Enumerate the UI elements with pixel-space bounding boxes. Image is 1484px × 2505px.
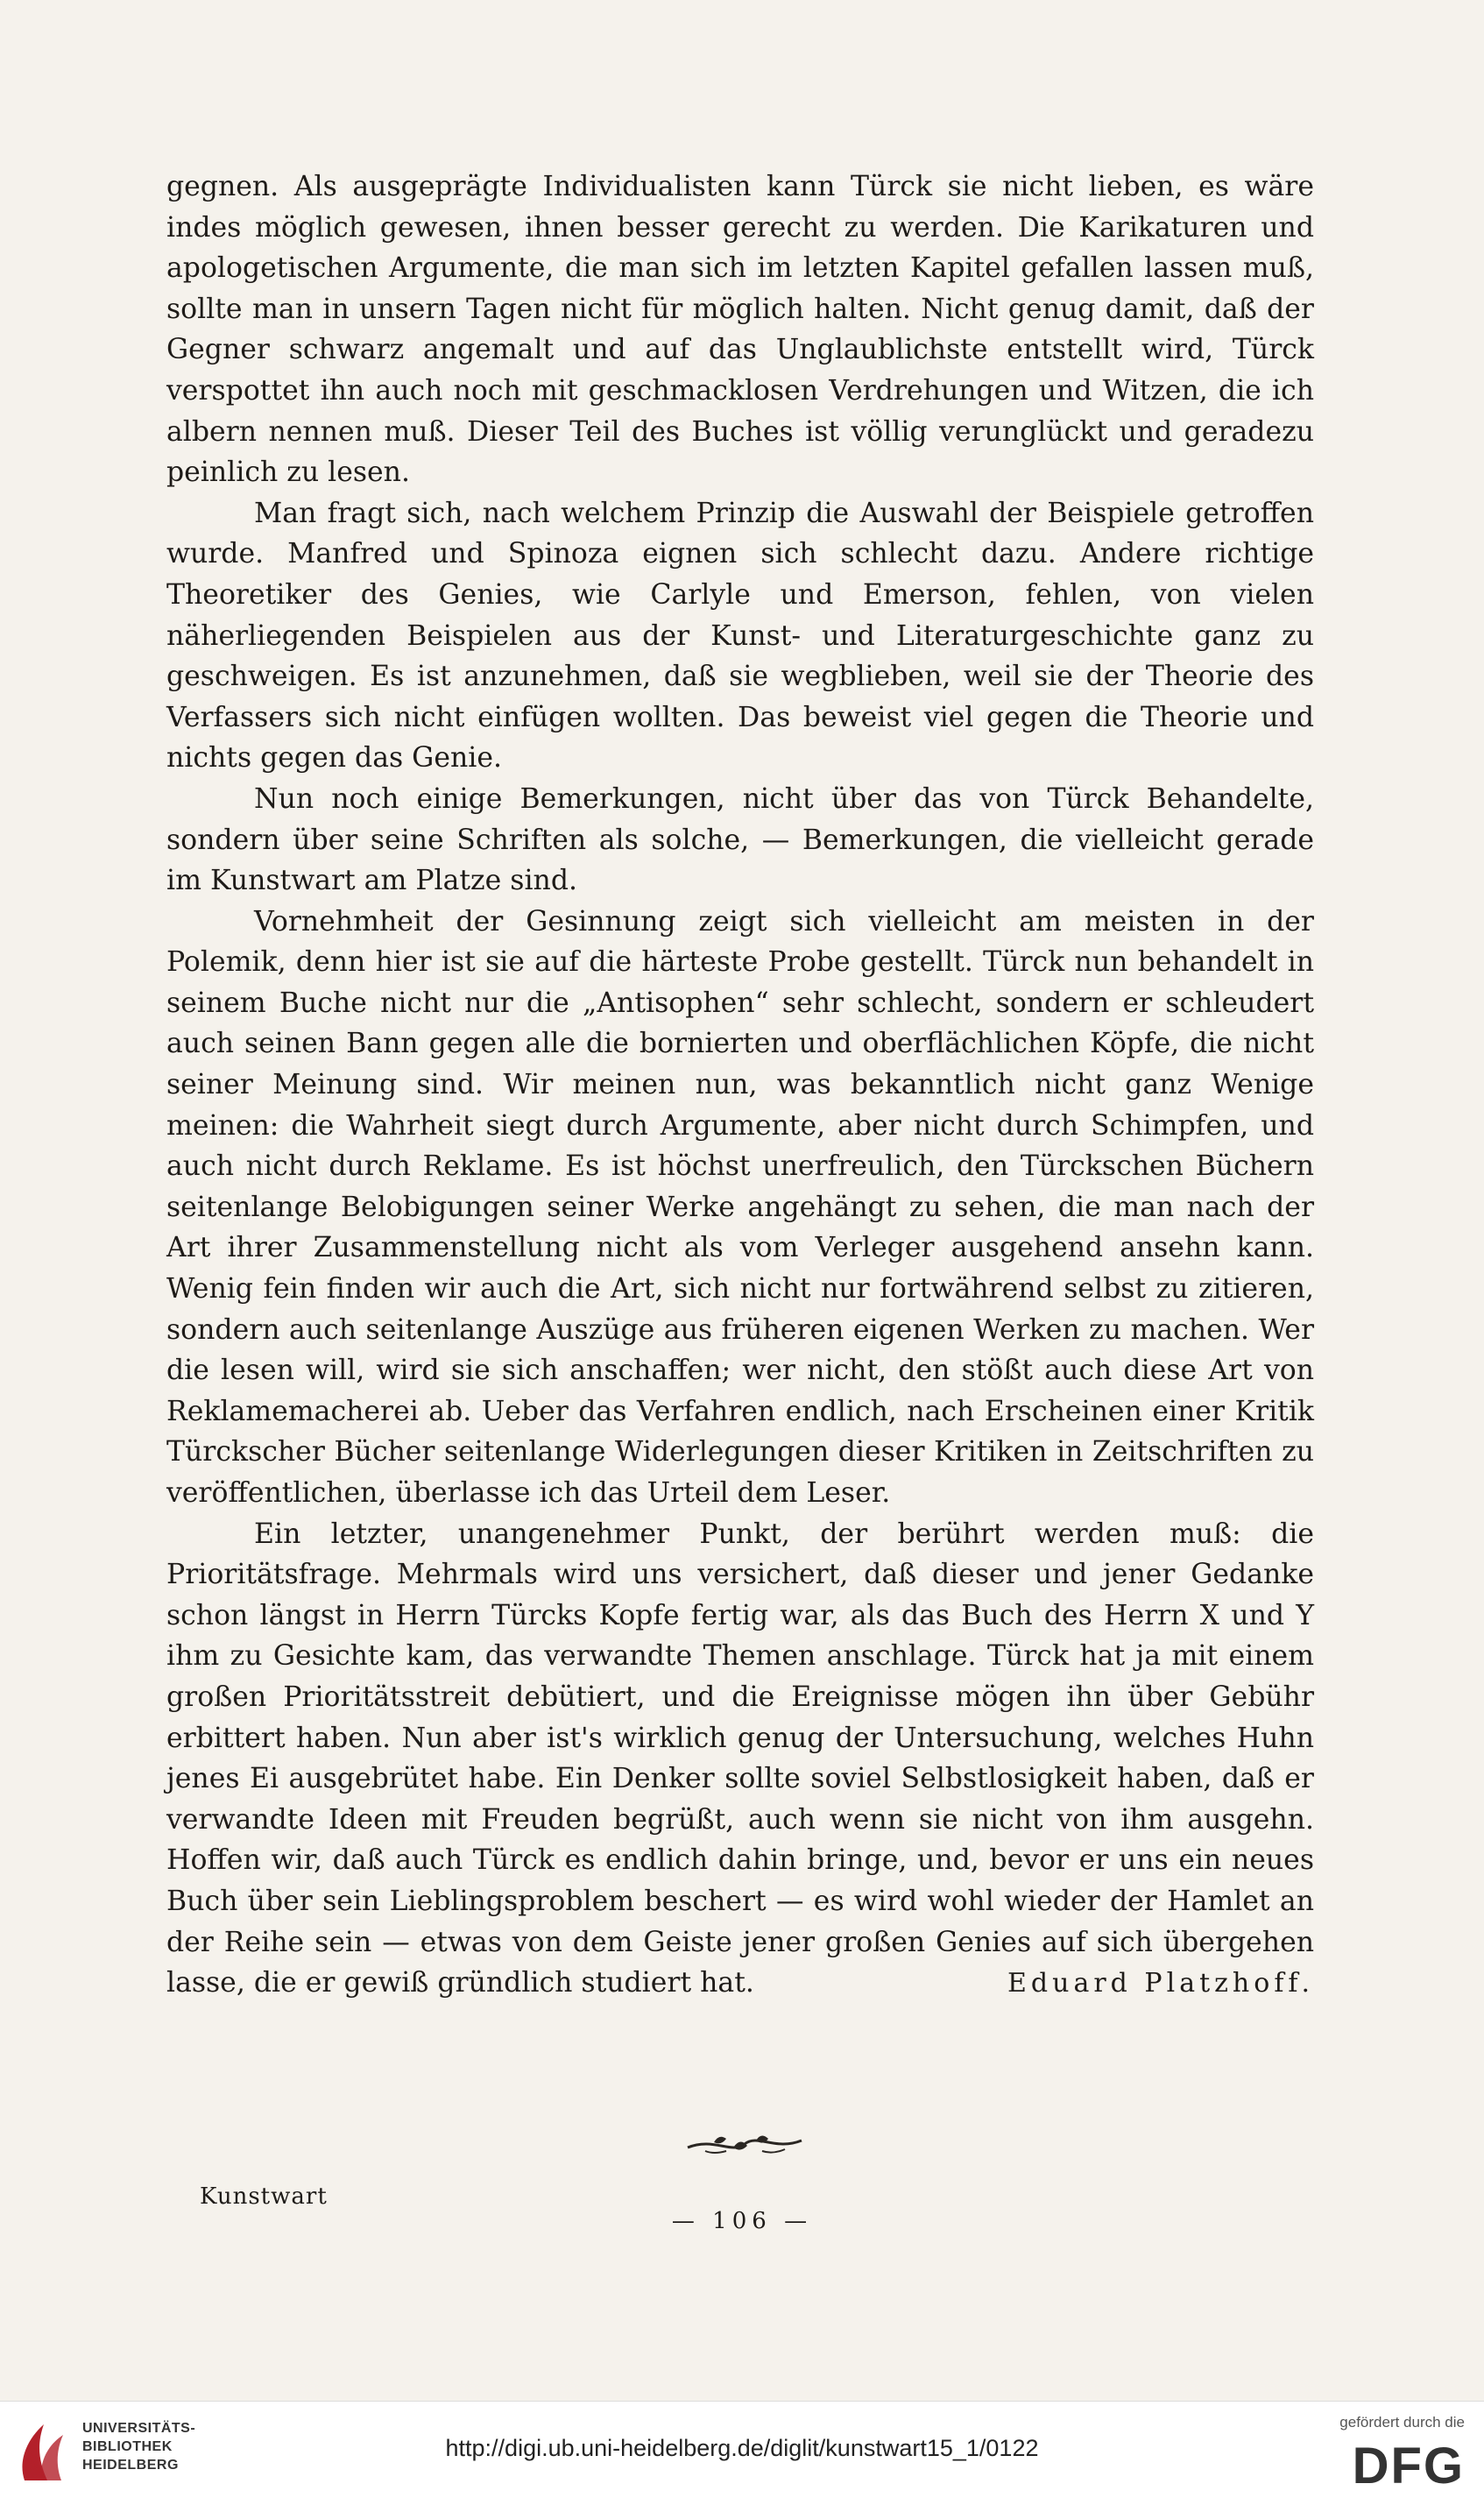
digitization-footer (0, 2401, 1484, 2505)
running-head: Kunstwart (200, 2183, 328, 2210)
paragraph-5: Ein letzter, unangenehmer Punkt, der berührt werden muß: die Prioritätsfrage. Mehrmals wird uns versichert, daß dieser und jener Gedanke schon längst in Herrn Türcks Kopfe fertig war, als das Buch des Herrn X und Y ihm zu Gesichte kam, das verwandte Themen anschlage. Türck hat ja mit einem großen Prioritätsstreit debütiert, und die Ereignisse mögen ihn über Gebühr erbittert haben. Nun aber ist's wirklich genug der Untersuchung, welches Huhn jenes Ei ausgebrütet habe. Ein Denker sollte soviel Selbstlosigkeit haben, daß er verwandte Ideen mit Freuden begrüßt, auch wenn sie nicht von ihm ausgehn. Hoffen wir, daß auch Türck es endlich dahin bringe, und, bevor er uns ein neues Buch über sein Lieblingsproblem beschert — es wird wohl wieder der Hamlet an der Reihe sein — etwas von dem Geiste jener großen Genies auf sich übergehen lasse, die er gewiß gründlich studiert hat. (166, 1518, 1314, 1999)
library-name-line-2: BIBLIOTHEK (82, 2439, 173, 2454)
author-signature: Eduard Platzhoff. (1007, 1967, 1314, 1999)
page-number: — 106 — (671, 2208, 813, 2234)
paragraph-1: gegnen. Als ausgeprägte Individualisten kann Türck sie nicht lieben, es wäre indes möglich gewesen, ihnen besser gerecht zu werden. Die Karikaturen und apologetischen Argumente, die man sich im letzten Kapitel gefallen lassen muß, sollte man in unsern Tagen nicht für möglich halten. Nicht genug damit, daß der Gegner schwarz angemalt und auf das Unglaublichste entstellt wird, Türck verspottet ihn auch noch mit geschmacklosen Verdrehungen und Witzen, die ich albern nennen muß. Dieser Teil des Buches ist völlig verunglückt und geradezu peinlich zu lesen. (166, 171, 1314, 489)
library-name-line-3: HEIDELBERG (82, 2458, 179, 2473)
paragraph-3: Nun noch einige Bemerkungen, nicht über das von Türck Behandelte, sondern über seine Schriften als solche, — Bemerkungen, die vielleicht gerade im Kunstwart am Platze sind. (166, 782, 1314, 897)
library-name-line-1: UNIVERSITÄTS- (82, 2421, 196, 2436)
funder-text: gefördert durch die (1339, 2414, 1465, 2431)
source-url-link[interactable]: http://digi.ub.uni-heidelberg.de/diglit/kunstwart15_1/0122 (445, 2435, 1039, 2461)
paragraph-4: Vornehmheit der Gesinnung zeigt sich vielleicht am meisten in der Polemik, denn hier ist sie auf die härteste Probe gestellt. Türck nun behandelt in seinem Buche nicht nur die „Antisophen“ sehr schlecht, sondern er schleudert auch seinen Bann gegen alle die bornierten und oberflächlichen Köpfe, die nicht seiner Meinung sind. Wir meinen nun, was bekanntlich nicht ganz Wenige meinen: die Wahrheit siegt durch Argumente, aber nicht durch Schimpfen, und auch nicht durch Reklame. Es ist höchst unerfreulich, den Türckschen Büchern seitenlange Belobigungen seiner Werke angehängt zu sehen, die man nach der Art ihrer Zusammenstellung nicht als vom Verleger ausgehend ansehn kann. Wenig fein finden wir auch die Art, sich nicht nur fortwährend selbst zu zitieren, sondern auch seitenlange Auszüge aus früheren eigenen Werken zu machen. Wer die lesen will, wird sie sich anschaffen; wer nicht, den stößt auch diese Art von Reklamemacherei ab. Ueber das Verfahren endlich, nach Erscheinen einer Kritik Türckscher Bücher seitenlange Widerlegungen dieser Kritiken in Zeitschriften zu veröffentlichen, überlasse ich das Urteil dem Leser. (166, 905, 1314, 1509)
leaf-ornament-icon (679, 2125, 810, 2160)
article-body (166, 166, 1314, 2004)
paragraph-2: Man fragt sich, nach welchem Prinzip die Auswahl der Beispiele getroffen wurde. Manfred und Spinoza eignen sich schlecht dazu. Andere richtige Theoretiker des Genies, wie Carlyle und Emerson, fehlen, von vielen näherliegenden Beispielen aus der Kunst- und Literaturgeschichte ganz zu geschweigen. Es ist anzunehmen, daß sie wegblieben, weil sie der Theorie des Verfassers sich nicht einfügen wollten. Das beweist viel gegen die Theorie und nichts gegen das Genie. (166, 497, 1314, 775)
dfg-logo: DFG (1352, 2438, 1465, 2494)
